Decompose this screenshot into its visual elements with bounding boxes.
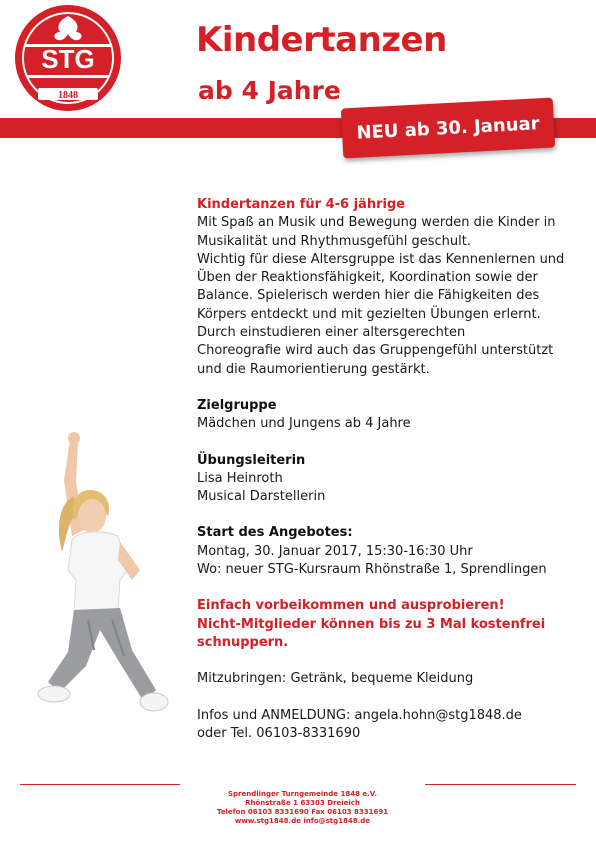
new-badge: NEU ab 30. Januar	[341, 97, 555, 158]
start-heading: Start des Angebotes:	[197, 525, 353, 541]
leiterin-role: Musical Darstellerin	[197, 489, 326, 505]
intro-line: Balance. Spielerisch werden hier die Fähigkeiten des	[197, 288, 540, 304]
page-subtitle: ab 4 Jahre	[198, 76, 341, 105]
intro-line: Durch einstudieren einer altersgerechten	[197, 325, 466, 341]
footer	[180, 790, 425, 826]
cta-line: Nicht-Mitglieder können bis zu 3 Mal kostenfrei	[197, 616, 546, 632]
intro-line: Musikalität und Rhythmusgefühl geschult.	[197, 233, 472, 249]
intro-heading: Kindertanzen für 4-6 jährige	[197, 197, 406, 212]
mitbringen-text: Mitzubringen: Getränk, bequeme Kleidung	[197, 671, 474, 687]
page-title: Kindertanzen	[196, 20, 447, 60]
intro-line: und die Raumorientierung gestärkt.	[197, 361, 430, 377]
footer-line: www.stg1848.de info@stg1848.de	[234, 817, 371, 825]
footer-line: Sprendlinger Turngemeinde 1848 e.V.	[228, 790, 377, 798]
intro-line: Wichtig für diese Altersgruppe ist das Kennenlernen und	[197, 251, 565, 267]
zielgruppe-text: Mädchen und Jungens ab 4 Jahre	[197, 416, 411, 432]
main-content	[197, 196, 587, 743]
logo-year: 1848	[58, 90, 78, 101]
contact-line: oder Tel. 06103-8331690	[197, 725, 361, 741]
header-stripe-left	[0, 118, 370, 138]
intro-line: Körpers entdeckt und mit gezielten Übungen erlernt.	[197, 306, 541, 322]
logo-text: STG	[41, 44, 95, 74]
intro-line: Üben der Reaktionsfähigkeit, Koordination sowie der	[197, 270, 538, 286]
contact-line: Infos und ANMELDUNG: angela.hohn@stg1848.de	[197, 707, 522, 723]
stg-logo	[8, 4, 128, 112]
intro-line: Mit Spaß an Musik und Bewegung werden die Kinder in	[197, 215, 556, 231]
leiterin-name: Lisa Heinroth	[197, 470, 283, 486]
footer-divider-left	[20, 784, 180, 785]
zielgruppe-heading: Zielgruppe	[197, 397, 277, 413]
intro-line: Choreografie wird auch das Gruppengefühl unterstützt	[197, 343, 554, 359]
leiterin-heading: Übungsleiterin	[197, 452, 306, 468]
start-location: Wo: neuer STG-Kursraum Rhönstraße 1, Sprendlingen	[197, 562, 547, 578]
footer-divider-right	[425, 784, 576, 785]
dancing-child-image	[28, 420, 178, 720]
cta-line: schnuppern.	[197, 634, 289, 650]
footer-line: Telefon 06103 8331690 Fax 06103 8331691	[216, 808, 389, 816]
start-date: Montag, 30. Januar 2017, 15:30-16:30 Uhr	[197, 543, 473, 559]
cta-line: Einfach vorbeikommen und ausprobieren!	[197, 598, 505, 614]
footer-line: Rhönstraße 1 63303 Dreieich	[245, 799, 360, 807]
header-stripe-right	[548, 118, 596, 138]
